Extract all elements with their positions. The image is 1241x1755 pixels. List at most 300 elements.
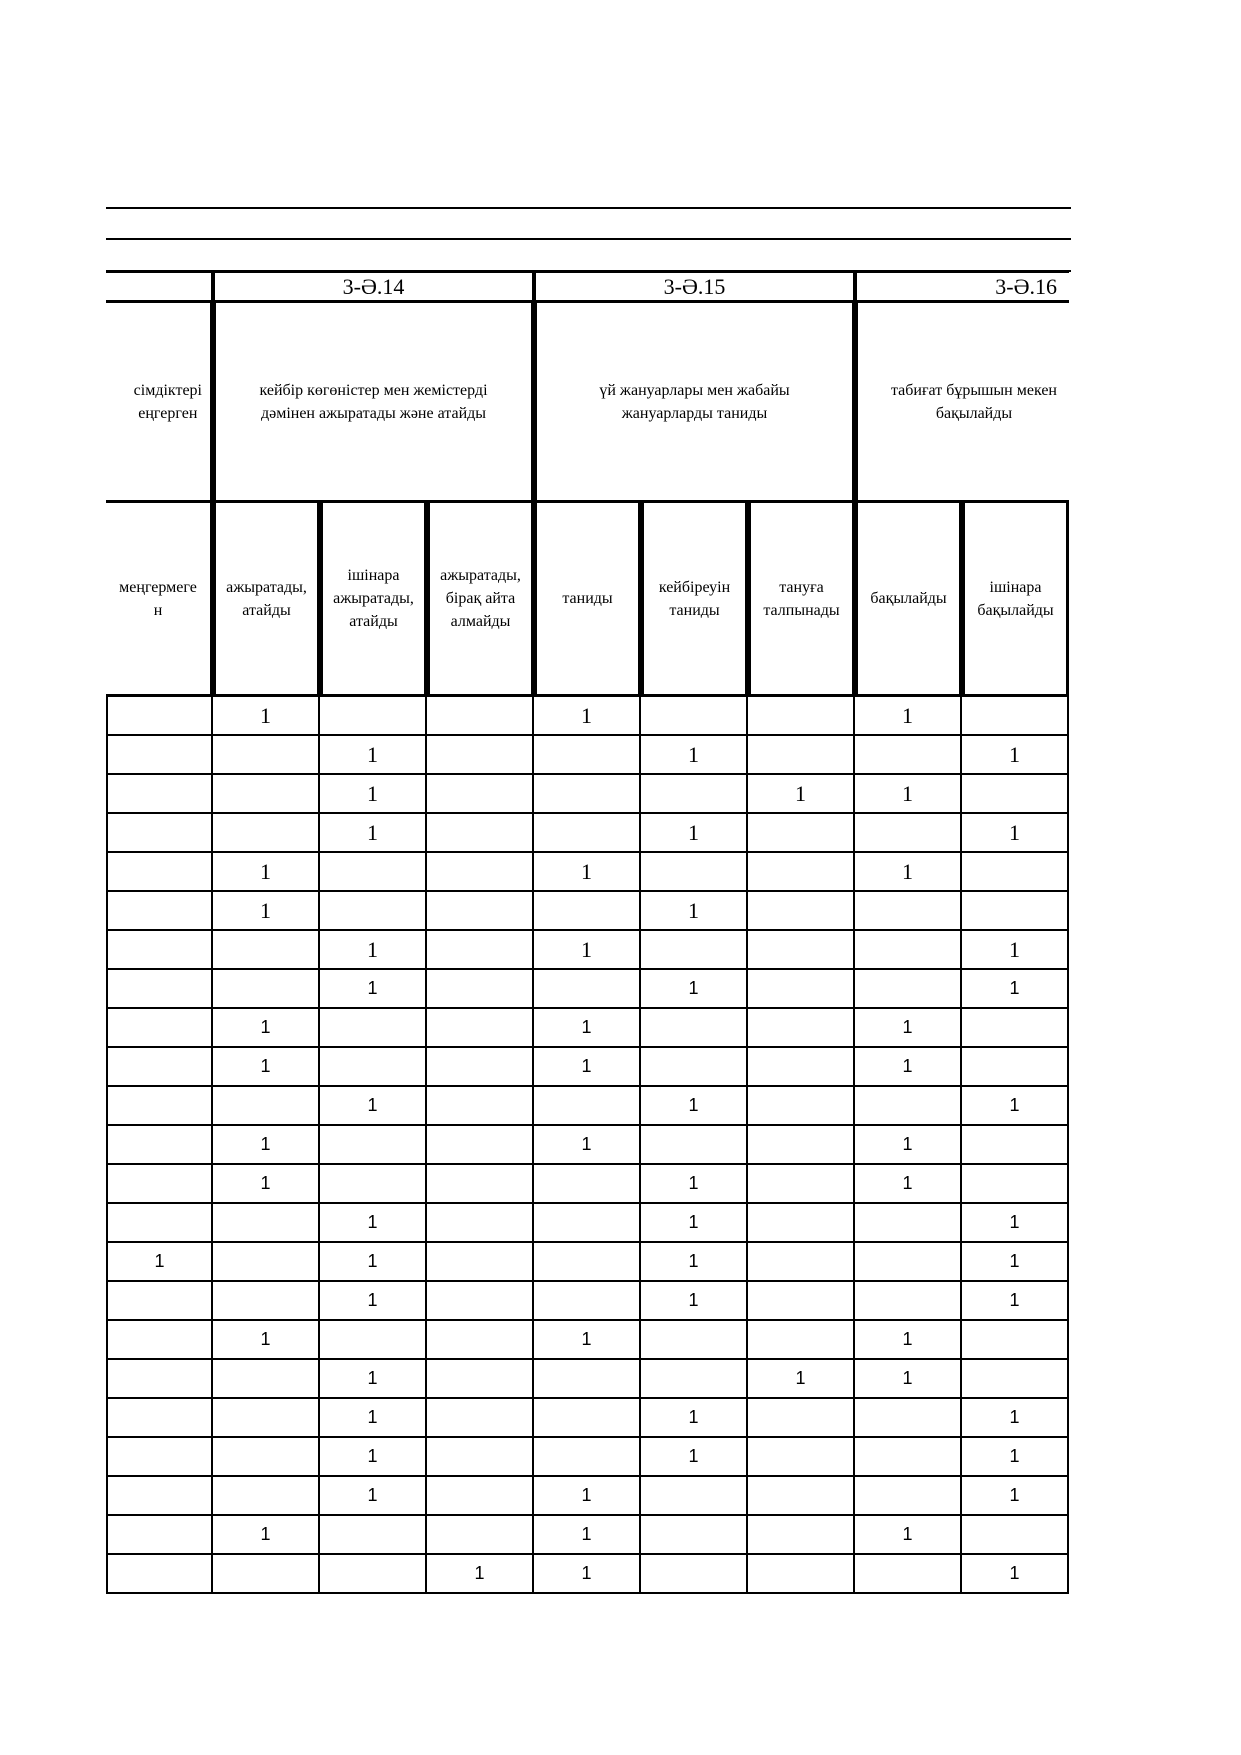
table-cell-r22-c1	[106, 1516, 213, 1555]
table-cell-r22-c2-text: 1	[260, 1524, 271, 1544]
table-cell-r9-c6	[641, 1009, 748, 1048]
table-cell-r8-c6	[641, 970, 748, 1009]
table-cell-r2-c9-text: 1	[1009, 741, 1020, 767]
table-cell-r7-c8	[855, 931, 962, 970]
group-title-0	[106, 303, 213, 503]
table-cell-r5-c2	[213, 853, 320, 892]
table-cell-r10-c9	[962, 1048, 1069, 1087]
table-cell-r6-c2	[213, 892, 320, 931]
table-cell-r3-c3	[320, 775, 427, 814]
table-cell-r23-c9	[962, 1555, 1069, 1594]
table-cell-r5-c2-text: 1	[260, 858, 271, 884]
table-cell-r7-c9-text: 1	[1009, 936, 1020, 962]
table-cell-r15-c6	[641, 1243, 748, 1282]
column-header-4-text: таниды	[562, 590, 613, 607]
table-cell-r17-c8	[855, 1321, 962, 1360]
table-cell-r1-c9	[962, 697, 1069, 736]
column-header-6-text: тануға талпынады	[763, 578, 840, 619]
table-cell-r22-c5	[534, 1516, 641, 1555]
table-cell-r21-c3-text: 1	[367, 1485, 378, 1505]
table-cell-r4-c9	[962, 814, 1069, 853]
table-cell-r19-c3-text: 1	[367, 1407, 378, 1427]
table-cell-r18-c5	[534, 1360, 641, 1399]
table-cell-r3-c1	[106, 775, 213, 814]
table-cell-r2-c3	[320, 736, 427, 775]
table-cell-r8-c8	[855, 970, 962, 1009]
table-cell-r11-c6-text: 1	[688, 1095, 699, 1115]
table-cell-r8-c4	[427, 970, 534, 1009]
table-cell-r13-c7	[748, 1165, 855, 1204]
group-title-0-text: сімдіктері еңгерген	[133, 381, 202, 422]
table-cell-r16-c9-text: 1	[1009, 1290, 1020, 1310]
table-cell-r20-c6-text: 1	[688, 1446, 699, 1466]
table-cell-r14-c9	[962, 1204, 1069, 1243]
table-cell-r22-c6	[641, 1516, 748, 1555]
table-cell-r12-c7	[748, 1126, 855, 1165]
table-cell-r19-c9	[962, 1399, 1069, 1438]
table-cell-r16-c2	[213, 1282, 320, 1321]
table-cell-r11-c5	[534, 1087, 641, 1126]
table-cell-r12-c9	[962, 1126, 1069, 1165]
table-cell-r15-c8	[855, 1243, 962, 1282]
table-cell-r14-c2	[213, 1204, 320, 1243]
table-cell-r7-c9	[962, 931, 1069, 970]
table-cell-r4-c4	[427, 814, 534, 853]
table-cell-r12-c4	[427, 1126, 534, 1165]
table-cell-r22-c8-text: 1	[902, 1524, 913, 1544]
table-cell-r11-c8	[855, 1087, 962, 1126]
table-cell-r18-c6	[641, 1360, 748, 1399]
table-cell-r7-c5	[534, 931, 641, 970]
table-cell-r2-c1	[106, 736, 213, 775]
table-cell-r2-c6	[641, 736, 748, 775]
table-cell-r14-c9-text: 1	[1009, 1212, 1020, 1232]
table-cell-r18-c8	[855, 1360, 962, 1399]
table-cell-r6-c3	[320, 892, 427, 931]
table-cell-r1-c8	[855, 697, 962, 736]
table-cell-r1-c2	[213, 697, 320, 736]
table-cell-r12-c2-text: 1	[260, 1134, 271, 1154]
table-cell-r23-c1	[106, 1555, 213, 1594]
table-cell-r3-c8-text: 1	[902, 780, 913, 806]
table-cell-r11-c9	[962, 1087, 1069, 1126]
table-cell-r17-c2	[213, 1321, 320, 1360]
table-cell-r2-c4	[427, 736, 534, 775]
table-cell-r5-c3	[320, 853, 427, 892]
table-cell-r11-c2	[213, 1087, 320, 1126]
table-cell-r4-c3-text: 1	[367, 819, 378, 845]
table-cell-r12-c2	[213, 1126, 320, 1165]
table-cell-r11-c1	[106, 1087, 213, 1126]
table-cell-r15-c6-text: 1	[688, 1251, 699, 1271]
group-code-3	[855, 271, 1069, 303]
table-cell-r4-c6-text: 1	[688, 819, 699, 845]
table-cell-r4-c6	[641, 814, 748, 853]
table-cell-r17-c5	[534, 1321, 641, 1360]
table-cell-r5-c7	[748, 853, 855, 892]
table-cell-r5-c8	[855, 853, 962, 892]
table-cell-r8-c7	[748, 970, 855, 1009]
table-cell-r3-c5	[534, 775, 641, 814]
table-cell-r7-c6	[641, 931, 748, 970]
group-title-1-text: кейбір көгөністер мен жемістерді дәмінен ажыратады және атайды	[259, 381, 488, 422]
table-cell-r12-c5	[534, 1126, 641, 1165]
table-cell-r8-c6-text: 1	[688, 978, 699, 998]
column-header-2	[320, 503, 427, 697]
table-cell-r20-c2	[213, 1438, 320, 1477]
table-cell-r11-c3	[320, 1087, 427, 1126]
table-cell-r19-c1	[106, 1399, 213, 1438]
table-cell-r8-c9-text: 1	[1009, 978, 1020, 998]
group-code-2	[534, 271, 855, 303]
table-cell-r20-c3-text: 1	[367, 1446, 378, 1466]
table-cell-r10-c3	[320, 1048, 427, 1087]
table-cell-r6-c9	[962, 892, 1069, 931]
table-cell-r20-c6	[641, 1438, 748, 1477]
table-cell-r13-c8	[855, 1165, 962, 1204]
table-cell-r22-c7	[748, 1516, 855, 1555]
table-cell-r2-c9	[962, 736, 1069, 775]
table-cell-r2-c7	[748, 736, 855, 775]
table-cell-r10-c2-text: 1	[260, 1056, 271, 1076]
table-cell-r14-c1	[106, 1204, 213, 1243]
table-cell-r21-c2	[213, 1477, 320, 1516]
table-cell-r23-c8	[855, 1555, 962, 1594]
table-cell-r22-c4	[427, 1516, 534, 1555]
column-header-1	[213, 503, 320, 697]
table-cell-r17-c3	[320, 1321, 427, 1360]
table-cell-r18-c3	[320, 1360, 427, 1399]
table-cell-r16-c8	[855, 1282, 962, 1321]
table-cell-r15-c9-text: 1	[1009, 1251, 1020, 1271]
column-header-1-text: ажыратады, атайды	[226, 578, 307, 619]
table-cell-r17-c9	[962, 1321, 1069, 1360]
table-cell-r6-c6-text: 1	[688, 897, 699, 923]
table-cell-r23-c5	[534, 1555, 641, 1594]
table-cell-r17-c6	[641, 1321, 748, 1360]
table-cell-r7-c2	[213, 931, 320, 970]
table-cell-r19-c3	[320, 1399, 427, 1438]
table-cell-r23-c7	[748, 1555, 855, 1594]
table-cell-r6-c8	[855, 892, 962, 931]
table-cell-r9-c9	[962, 1009, 1069, 1048]
table-cell-r13-c6-text: 1	[688, 1173, 699, 1193]
table-cell-r12-c1	[106, 1126, 213, 1165]
table-cell-r8-c1	[106, 970, 213, 1009]
table-cell-r17-c7	[748, 1321, 855, 1360]
table-cell-r14-c4	[427, 1204, 534, 1243]
table-cell-r1-c2-text: 1	[260, 702, 271, 728]
table-cell-r22-c5-text: 1	[581, 1524, 592, 1544]
table-cell-r11-c9-text: 1	[1009, 1095, 1020, 1115]
table-cell-r21-c9	[962, 1477, 1069, 1516]
column-header-0-text: меңгермеге н	[119, 578, 197, 619]
table-cell-r16-c9	[962, 1282, 1069, 1321]
column-header-8	[962, 503, 1069, 697]
table-cell-r9-c5	[534, 1009, 641, 1048]
table-cell-r3-c9	[962, 775, 1069, 814]
table-cell-r17-c5-text: 1	[581, 1329, 592, 1349]
table-cell-r3-c7	[748, 775, 855, 814]
table-cell-r22-c2	[213, 1516, 320, 1555]
table-cell-r20-c7	[748, 1438, 855, 1477]
table-cell-r10-c1	[106, 1048, 213, 1087]
table-cell-r15-c3-text: 1	[367, 1251, 378, 1271]
table-cell-r6-c7	[748, 892, 855, 931]
table-cell-r9-c3	[320, 1009, 427, 1048]
table-cell-r17-c1	[106, 1321, 213, 1360]
table-cell-r20-c3	[320, 1438, 427, 1477]
table-cell-r16-c3	[320, 1282, 427, 1321]
table-cell-r13-c3	[320, 1165, 427, 1204]
column-header-7	[855, 503, 962, 697]
table-cell-r18-c7-text: 1	[795, 1368, 806, 1388]
table-cell-r4-c1	[106, 814, 213, 853]
table-cell-r4-c8	[855, 814, 962, 853]
table-cell-r19-c8	[855, 1399, 962, 1438]
table-cell-r2-c5	[534, 736, 641, 775]
table-cell-r21-c9-text: 1	[1009, 1485, 1020, 1505]
table-cell-r11-c6	[641, 1087, 748, 1126]
table-cell-r12-c8-text: 1	[902, 1134, 913, 1154]
table-cell-r22-c9	[962, 1516, 1069, 1555]
table-cell-r23-c4-text: 1	[474, 1563, 485, 1583]
table-cell-r1-c1	[106, 697, 213, 736]
table-cell-r16-c6-text: 1	[688, 1290, 699, 1310]
table-cell-r14-c5	[534, 1204, 641, 1243]
table-cell-r9-c8	[855, 1009, 962, 1048]
table-cell-r3-c3-text: 1	[367, 780, 378, 806]
table-cell-r6-c4	[427, 892, 534, 931]
table-cell-r18-c1	[106, 1360, 213, 1399]
table-cell-r14-c6-text: 1	[688, 1212, 699, 1232]
table-cell-r6-c5	[534, 892, 641, 931]
table-cell-r18-c4	[427, 1360, 534, 1399]
group-title-2-text: үй жануарлары мен жабайы жануарларды таниды	[599, 381, 790, 422]
table-cell-r5-c4	[427, 853, 534, 892]
table-cell-r4-c2	[213, 814, 320, 853]
table-cell-r12-c5-text: 1	[581, 1134, 592, 1154]
table-cell-r10-c2	[213, 1048, 320, 1087]
table-cell-r14-c8	[855, 1204, 962, 1243]
table-cell-r5-c6	[641, 853, 748, 892]
table-cell-r5-c8-text: 1	[902, 858, 913, 884]
table-cell-r15-c9	[962, 1243, 1069, 1282]
table-cell-r20-c1	[106, 1438, 213, 1477]
table-cell-r10-c5	[534, 1048, 641, 1087]
table-cell-r5-c5-text: 1	[581, 858, 592, 884]
table-cell-r15-c2	[213, 1243, 320, 1282]
table-cell-r13-c2	[213, 1165, 320, 1204]
table-cell-r6-c2-text: 1	[260, 897, 271, 923]
table-cell-r16-c6	[641, 1282, 748, 1321]
table-cell-r7-c7	[748, 931, 855, 970]
table-cell-r13-c5	[534, 1165, 641, 1204]
table-cell-r16-c1	[106, 1282, 213, 1321]
table-cell-r18-c8-text: 1	[902, 1368, 913, 1388]
table-cell-r14-c3-text: 1	[367, 1212, 378, 1232]
column-header-2-text: ішінара ажыратады, атайды	[333, 567, 414, 630]
table-cell-r9-c7	[748, 1009, 855, 1048]
column-header-8-text: ішінара бақылайды	[977, 578, 1054, 619]
group-title-1	[213, 303, 534, 503]
table-cell-r23-c2	[213, 1555, 320, 1594]
table-cell-r1-c5	[534, 697, 641, 736]
table-cell-r23-c3	[320, 1555, 427, 1594]
group-code-2-text: 3-Ә.15	[663, 273, 726, 299]
table-cell-r1-c8-text: 1	[902, 702, 913, 728]
table-cell-r19-c4	[427, 1399, 534, 1438]
table-cell-r21-c8	[855, 1477, 962, 1516]
table-cell-r18-c3-text: 1	[367, 1368, 378, 1388]
table-cell-r4-c5	[534, 814, 641, 853]
table-cell-r10-c4	[427, 1048, 534, 1087]
table-cell-r13-c4	[427, 1165, 534, 1204]
table-cell-r7-c1	[106, 931, 213, 970]
table-cell-r9-c2	[213, 1009, 320, 1048]
table-cell-r16-c3-text: 1	[367, 1290, 378, 1310]
column-header-7-text: бақылайды	[870, 590, 947, 607]
table-cell-r17-c8-text: 1	[902, 1329, 913, 1349]
table-cell-r12-c6	[641, 1126, 748, 1165]
table-cell-r19-c6	[641, 1399, 748, 1438]
table-cell-r13-c9	[962, 1165, 1069, 1204]
table-cell-r21-c7	[748, 1477, 855, 1516]
table-cell-r18-c9	[962, 1360, 1069, 1399]
table-cell-r19-c7	[748, 1399, 855, 1438]
table-cell-r12-c3	[320, 1126, 427, 1165]
table-cell-r9-c4	[427, 1009, 534, 1048]
table-cell-r17-c2-text: 1	[260, 1329, 271, 1349]
table-cell-r2-c3-text: 1	[367, 741, 378, 767]
table-cell-r7-c3-text: 1	[367, 936, 378, 962]
table-cell-r21-c5	[534, 1477, 641, 1516]
table-cell-r20-c4	[427, 1438, 534, 1477]
table-cell-r5-c9	[962, 853, 1069, 892]
table-cell-r11-c3-text: 1	[367, 1095, 378, 1115]
table-cell-r1-c6	[641, 697, 748, 736]
table-cell-r23-c6	[641, 1555, 748, 1594]
column-header-5-text: кейбіреуін таниды	[658, 578, 731, 619]
table-cell-r6-c1	[106, 892, 213, 931]
table-cell-r11-c7	[748, 1087, 855, 1126]
table-cell-r13-c6	[641, 1165, 748, 1204]
table-cell-r21-c5-text: 1	[581, 1485, 592, 1505]
table-cell-r10-c6	[641, 1048, 748, 1087]
column-header-4	[534, 503, 641, 697]
table-cell-r7-c3	[320, 931, 427, 970]
column-header-5	[641, 503, 748, 697]
column-header-3	[427, 503, 534, 697]
group-title-2	[534, 303, 855, 503]
table-cell-r15-c1-text: 1	[154, 1251, 165, 1271]
group-code-0	[106, 271, 213, 303]
table-cell-r8-c5	[534, 970, 641, 1009]
table-cell-r4-c3	[320, 814, 427, 853]
table-cell-r1-c5-text: 1	[581, 702, 592, 728]
table-cell-r3-c2	[213, 775, 320, 814]
table-cell-r7-c5-text: 1	[581, 936, 592, 962]
table-cell-r9-c8-text: 1	[902, 1017, 913, 1037]
table-cell-r4-c7	[748, 814, 855, 853]
table-cell-r7-c4	[427, 931, 534, 970]
table-cell-r17-c4	[427, 1321, 534, 1360]
table-cell-r13-c2-text: 1	[260, 1173, 271, 1193]
table-cell-r5-c1	[106, 853, 213, 892]
table-cell-r4-c9-text: 1	[1009, 819, 1020, 845]
table-cell-r9-c1	[106, 1009, 213, 1048]
table-cell-r1-c4	[427, 697, 534, 736]
table-cell-r21-c3	[320, 1477, 427, 1516]
table-cell-r20-c9	[962, 1438, 1069, 1477]
table-cell-r8-c3	[320, 970, 427, 1009]
table-cell-r15-c3	[320, 1243, 427, 1282]
table-cell-r15-c5	[534, 1243, 641, 1282]
table-cell-r23-c5-text: 1	[581, 1563, 592, 1583]
table-cell-r23-c9-text: 1	[1009, 1563, 1020, 1583]
group-code-1-text: 3-Ә.14	[342, 273, 405, 299]
table-cell-r9-c5-text: 1	[581, 1017, 592, 1037]
table-cell-r20-c5	[534, 1438, 641, 1477]
table-cell-r15-c7	[748, 1243, 855, 1282]
table-cell-r14-c6	[641, 1204, 748, 1243]
table-cell-r15-c1	[106, 1243, 213, 1282]
table-cell-r22-c3	[320, 1516, 427, 1555]
table-cell-r3-c8	[855, 775, 962, 814]
group-code-1	[213, 271, 534, 303]
table-cell-r10-c8	[855, 1048, 962, 1087]
table-cell-r19-c9-text: 1	[1009, 1407, 1020, 1427]
group-title-3	[855, 303, 1069, 503]
table-cell-r2-c8	[855, 736, 962, 775]
table-cell-r16-c4	[427, 1282, 534, 1321]
table-cell-r3-c4	[427, 775, 534, 814]
table-cell-r16-c7	[748, 1282, 855, 1321]
table-cell-r10-c7	[748, 1048, 855, 1087]
table-cell-r20-c9-text: 1	[1009, 1446, 1020, 1466]
table-cell-r10-c5-text: 1	[581, 1056, 592, 1076]
table-cell-r8-c2	[213, 970, 320, 1009]
column-header-0	[106, 503, 213, 697]
table-cell-r19-c5	[534, 1399, 641, 1438]
table-cell-r20-c8	[855, 1438, 962, 1477]
table-cell-r8-c3-text: 1	[367, 978, 378, 998]
group-code-3-text: 3-Ә.16	[995, 273, 1057, 299]
table-cell-r21-c6	[641, 1477, 748, 1516]
table-cell-r6-c6	[641, 892, 748, 931]
table-cell-r23-c4	[427, 1555, 534, 1594]
table-cell-r14-c3	[320, 1204, 427, 1243]
table-cell-r9-c2-text: 1	[260, 1017, 271, 1037]
table-cell-r3-c7-text: 1	[795, 780, 806, 806]
table-cell-r2-c2	[213, 736, 320, 775]
table-cell-r2-c6-text: 1	[688, 741, 699, 767]
column-header-6	[748, 503, 855, 697]
column-header-3-text: ажыратады, бірақ айта алмайды	[440, 567, 521, 630]
table-cell-r15-c4	[427, 1243, 534, 1282]
table-cell-r22-c8	[855, 1516, 962, 1555]
table-cell-r19-c6-text: 1	[688, 1407, 699, 1427]
table-cell-r1-c3	[320, 697, 427, 736]
table-cell-r5-c5	[534, 853, 641, 892]
table-cell-r14-c7	[748, 1204, 855, 1243]
table-cell-r11-c4	[427, 1087, 534, 1126]
table-cell-r18-c2	[213, 1360, 320, 1399]
table-cell-r1-c7	[748, 697, 855, 736]
group-title-3-text: табиғат бұрышын мекен бақылайды	[890, 381, 1057, 422]
table-cell-r8-c9	[962, 970, 1069, 1009]
table-cell-r13-c1	[106, 1165, 213, 1204]
